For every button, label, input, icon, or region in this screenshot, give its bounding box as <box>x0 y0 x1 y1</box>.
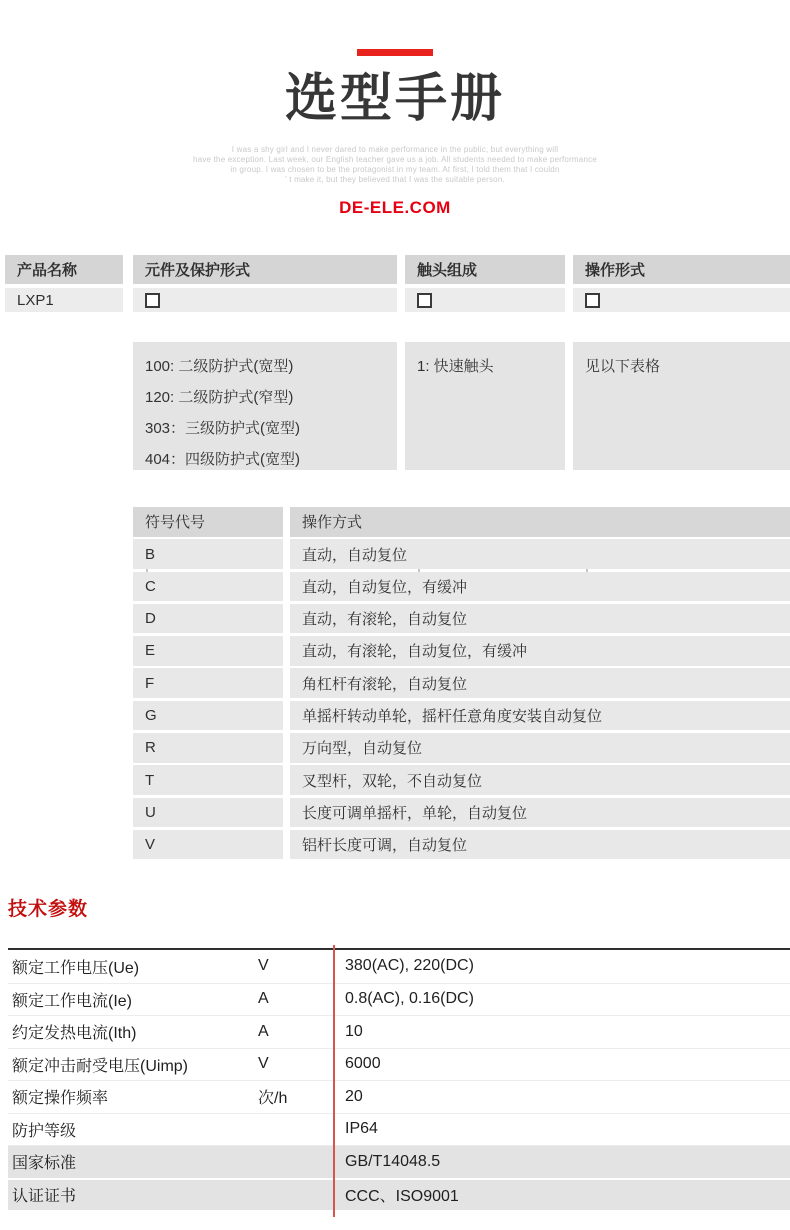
param-label: 额定工作电压(Ue) <box>12 959 140 977</box>
option-line: 303：三级防护式(宽型) <box>145 420 301 437</box>
contact-code-cell <box>405 288 565 312</box>
operation-mode-cell: 铝杆长度可调，自动复位 <box>290 830 790 860</box>
operation-mode-cell: 长度可调单摇杆，单轮，自动复位 <box>290 798 790 828</box>
param-unit: 次/h <box>258 1090 288 1108</box>
table-row <box>8 1113 790 1146</box>
option-line: 404：四级防护式(宽型) <box>145 451 301 468</box>
page-title: 选型手册 <box>284 70 505 128</box>
element-options-box <box>133 342 397 470</box>
operation-mode-cell: 直动，自动复位，有缓冲 <box>290 572 790 602</box>
operation-mode-cell: 直动，自动复位 <box>290 539 790 569</box>
option-line: 1: 快速触头 <box>417 358 494 375</box>
option-line: 100: 二级防护式(宽型) <box>145 358 294 375</box>
param-unit: A <box>258 990 269 1008</box>
param-value: 380(AC), 220(DC) <box>345 957 474 975</box>
symbol-code-header: 符号代号 <box>133 507 283 537</box>
symbol-code-cell: G <box>133 701 283 731</box>
table-row <box>8 1048 790 1081</box>
table-row <box>8 1145 790 1178</box>
column-header-operation-form: 操作形式 <box>573 255 790 284</box>
param-label: 国家标准 <box>12 1155 77 1173</box>
tagline-line: I was a shy girl and I never dared to make performance in the public, but everything will <box>231 145 559 154</box>
table-row <box>133 539 790 569</box>
operation-options-box <box>573 342 790 470</box>
table-row <box>133 830 790 860</box>
symbol-code-cell: F <box>133 668 283 698</box>
operation-mode-cell: 直动，有滚轮，自动复位，有缓冲 <box>290 636 790 666</box>
column-header-contact-composition: 触头组成 <box>405 255 565 284</box>
operation-code-cell <box>573 288 790 312</box>
operation-mode-table <box>133 507 790 862</box>
param-value: 0.8(AC), 0.16(DC) <box>345 990 474 1008</box>
page-header <box>0 49 790 218</box>
param-label: 防护等级 <box>12 1122 77 1140</box>
table-row <box>8 1178 790 1211</box>
symbol-code-cell: C <box>133 572 283 602</box>
param-label: 额定工作电流(Ie) <box>12 992 133 1010</box>
symbol-code-cell: V <box>133 830 283 860</box>
param-value: CCC、ISO9001 <box>345 1188 459 1206</box>
symbol-table-body <box>133 539 790 859</box>
tagline-line: ' t make it, but they believed that I was the suitable person. <box>285 175 505 184</box>
symbol-code-cell: U <box>133 798 283 828</box>
column-header-product-name: 产品名称 <box>5 255 123 284</box>
table-row <box>133 572 790 602</box>
option-line: 见以下表格 <box>585 358 661 375</box>
param-label: 额定操作频率 <box>12 1090 109 1108</box>
element-code-cell <box>133 288 397 312</box>
table-row <box>133 636 790 666</box>
table-row <box>133 701 790 731</box>
param-label: 约定发热电流(Ith) <box>12 1025 137 1043</box>
tagline-line: have the exception. Last week, our English teacher gave us a job. All students needed to make performance <box>193 155 597 164</box>
table-row <box>133 765 790 795</box>
tagline-text <box>0 145 790 185</box>
param-value: GB/T14048.5 <box>345 1152 441 1170</box>
tagline-line: in group. I was chosen to be the protagonist in my team. At first, I told them that I couldn <box>230 165 560 174</box>
divider-line <box>333 945 335 1217</box>
operation-mode-cell: 角杠杆有滚轮，自动复位 <box>290 668 790 698</box>
contact-options-box <box>405 342 565 470</box>
ordering-code-table <box>5 255 790 470</box>
param-unit: V <box>258 1055 269 1073</box>
param-value: IP64 <box>345 1120 378 1138</box>
product-name-cell: LXP1 <box>5 288 123 312</box>
param-value: 10 <box>345 1022 363 1040</box>
symbol-code-cell: R <box>133 733 283 763</box>
operation-mode-cell: 万向型，自动复位 <box>290 733 790 763</box>
param-label: 额定冲击耐受电压(Uimp) <box>12 1057 188 1075</box>
operation-mode-cell: 直动，有滚轮，自动复位 <box>290 604 790 634</box>
operation-mode-cell: 单摇杆转动单轮，摇杆任意角度安装自动复位 <box>290 701 790 731</box>
operation-mode-cell: 叉型杆，双轮，不自动复位 <box>290 765 790 795</box>
param-label: 认证证书 <box>12 1188 77 1206</box>
checkbox-icon[interactable] <box>585 293 600 308</box>
column-header-element-protection: 元件及保护形式 <box>133 255 397 284</box>
param-unit: A <box>258 1022 269 1040</box>
table-header-row <box>133 507 790 537</box>
checkbox-icon[interactable] <box>145 293 160 308</box>
table-row <box>8 983 790 1016</box>
symbol-code-cell: B <box>133 539 283 569</box>
operation-mode-header: 操作方式 <box>290 507 790 537</box>
symbol-code-cell: T <box>133 765 283 795</box>
symbol-code-cell: E <box>133 636 283 666</box>
brand-text: DE-ELE.COM <box>339 198 451 217</box>
param-unit: V <box>258 957 269 975</box>
checkbox-icon[interactable] <box>417 293 432 308</box>
option-line: 120: 二级防护式(窄型) <box>145 389 294 406</box>
param-value: 6000 <box>345 1055 381 1073</box>
table-row <box>8 1015 790 1048</box>
symbol-code-cell: D <box>133 604 283 634</box>
accent-bar <box>357 49 433 56</box>
table-row <box>133 798 790 828</box>
tech-params-table <box>8 948 790 1210</box>
table-row <box>133 733 790 763</box>
table-row <box>133 668 790 698</box>
tech-params-heading: 技术参数 <box>8 899 89 920</box>
table-row <box>133 604 790 634</box>
param-value: 20 <box>345 1087 363 1105</box>
table-row <box>8 1080 790 1113</box>
table-row <box>8 950 790 983</box>
